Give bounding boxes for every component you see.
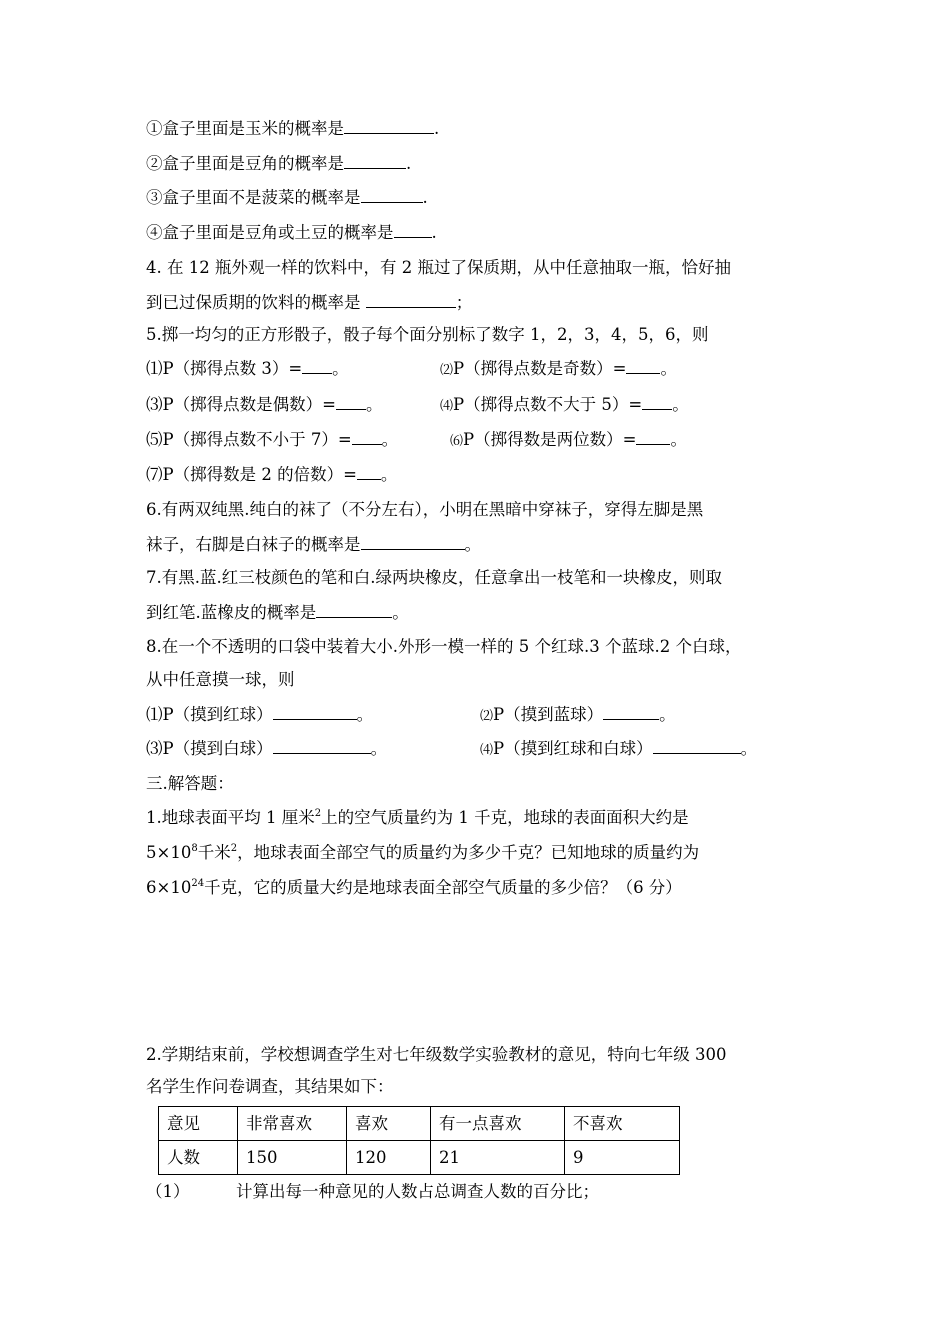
q8-line-1: 8.在一个不透明的口袋中装着大小.外形一模一样的 5 个红球.3 个蓝球.2 个白球， bbox=[146, 637, 742, 656]
q7-line-2: 到红笔.蓝橡皮的概率是 。 bbox=[146, 603, 409, 622]
s3-p1-line-3: $6\times 10^{24}$千克，它的质量大约是地球表面全部空气质量的多少倍？（6 分） bbox=[146, 878, 682, 897]
s3-p2-sub-1-text: 计算出每一种意见的人数占总调查人数的百分比； bbox=[236, 1182, 599, 1201]
q8-item-1: ⑴P（摸到红球） 。 bbox=[146, 705, 374, 724]
table-cell: 有一点喜欢 bbox=[431, 1107, 565, 1141]
answer-blank[interactable] bbox=[336, 394, 366, 410]
table-cell: 21 bbox=[431, 1141, 565, 1175]
q5-item-3: ⑶P（掷得点数是偶数）= 。 bbox=[146, 395, 383, 414]
answer-blank[interactable] bbox=[653, 738, 741, 754]
q5-item-7: ⑺P（掷得数是 2 的倍数）= 。 bbox=[146, 465, 398, 484]
q4-line-2: 到已过保质期的饮料的概率是 ； bbox=[146, 293, 473, 312]
table-cell: 9 bbox=[565, 1141, 680, 1175]
s3-p2-sub-1-num: （1） bbox=[146, 1182, 190, 1201]
q5-item-2: ⑵P（掷得点数是奇数）= 。 bbox=[440, 359, 677, 378]
s3-p1-line-1: 1.地球表面平均 1 厘米$^2$上的空气质量约为 1 千克，地球的表面面积大约是 bbox=[146, 808, 689, 827]
table-cell: 意见 bbox=[159, 1107, 238, 1141]
q5-item-6: ⑹P（掷得数是两位数）= 。 bbox=[450, 430, 687, 449]
s3-p2-line-1: 2.学期结束前，学校想调查学生对七年级数学实验教材的意见，特向七年级 300 bbox=[146, 1045, 727, 1064]
answer-blank[interactable] bbox=[361, 534, 465, 550]
table-header-row bbox=[159, 1107, 680, 1141]
answer-blank[interactable] bbox=[357, 464, 381, 480]
q8-item-2: ⑵P（摸到蓝球） 。 bbox=[480, 705, 676, 724]
answer-blank[interactable] bbox=[352, 429, 382, 445]
answer-blank[interactable] bbox=[636, 429, 670, 445]
section-3-heading: 三.解答题： bbox=[146, 774, 234, 793]
answer-blank[interactable] bbox=[366, 292, 456, 308]
answer-blank[interactable] bbox=[273, 704, 357, 720]
table-cell: 喜欢 bbox=[347, 1107, 431, 1141]
answer-blank[interactable] bbox=[394, 222, 432, 238]
table-cell: 不喜欢 bbox=[565, 1107, 680, 1141]
answer-blank[interactable] bbox=[344, 153, 406, 169]
answer-blank[interactable] bbox=[626, 358, 660, 374]
q3-item-1: ①盒子里面是玉米的概率是 . bbox=[146, 119, 440, 138]
s3-p1-line-2: $5\times 10^8$千米$^2$，地球表面全部空气的质量约为多少千克？已知地球的质量约为 bbox=[146, 843, 700, 862]
survey-table bbox=[158, 1106, 680, 1175]
answer-blank[interactable] bbox=[316, 602, 392, 618]
answer-blank[interactable] bbox=[344, 118, 434, 134]
q4-line-1: 4. 在 12 瓶外观一样的饮料中，有 2 瓶过了保质期，从中任意抽取一瓶，恰好抽 bbox=[146, 258, 731, 277]
q3-item-2: ②盒子里面是豆角的概率是 . bbox=[146, 154, 412, 173]
q8-line-2: 从中任意摸一球，则 bbox=[146, 670, 295, 689]
s3-p2-line-2: 名学生作问卷调查，其结果如下： bbox=[146, 1077, 394, 1096]
q6-line-1: 6.有两双纯黑.纯白的袜了（不分左右），小明在黑暗中穿袜子，穿得左脚是黑 bbox=[146, 500, 704, 519]
q6-line-2: 袜子，右脚是白袜子的概率是 。 bbox=[146, 535, 481, 554]
q8-item-3: ⑶P（摸到白球） 。 bbox=[146, 739, 388, 758]
table-cell: 非常喜欢 bbox=[238, 1107, 347, 1141]
answer-blank[interactable] bbox=[361, 187, 423, 203]
table-cell: 人数 bbox=[159, 1141, 238, 1175]
q7-line-1: 7.有黑.蓝.红三枝颜色的笔和白.绿两块橡皮，任意拿出一枝笔和一块橡皮，则取 bbox=[146, 568, 722, 587]
answer-blank[interactable] bbox=[273, 738, 371, 754]
answer-blank[interactable] bbox=[603, 704, 659, 720]
table-cell: 150 bbox=[238, 1141, 347, 1175]
q8-item-4: ⑷P（摸到红球和白球） 。 bbox=[480, 739, 758, 758]
q5-intro: 5.掷一均匀的正方形骰子，骰子每个面分别标了数字 1，2，3，4，5，6，则 bbox=[146, 325, 709, 344]
q3-item-4: ④盒子里面是豆角或土豆的概率是 . bbox=[146, 223, 437, 242]
table-row bbox=[159, 1141, 680, 1175]
q5-item-5: ⑸P（掷得点数不小于 7）= 。 bbox=[146, 430, 399, 449]
table-cell: 120 bbox=[347, 1141, 431, 1175]
q5-item-1: ⑴P（掷得点数 3）= 。 bbox=[146, 359, 349, 378]
answer-blank[interactable] bbox=[642, 394, 672, 410]
q5-item-4: ⑷P（掷得点数不大于 5）= 。 bbox=[440, 395, 689, 414]
q3-item-3: ③盒子里面不是菠菜的概率是 . bbox=[146, 188, 428, 207]
answer-blank[interactable] bbox=[302, 358, 332, 374]
